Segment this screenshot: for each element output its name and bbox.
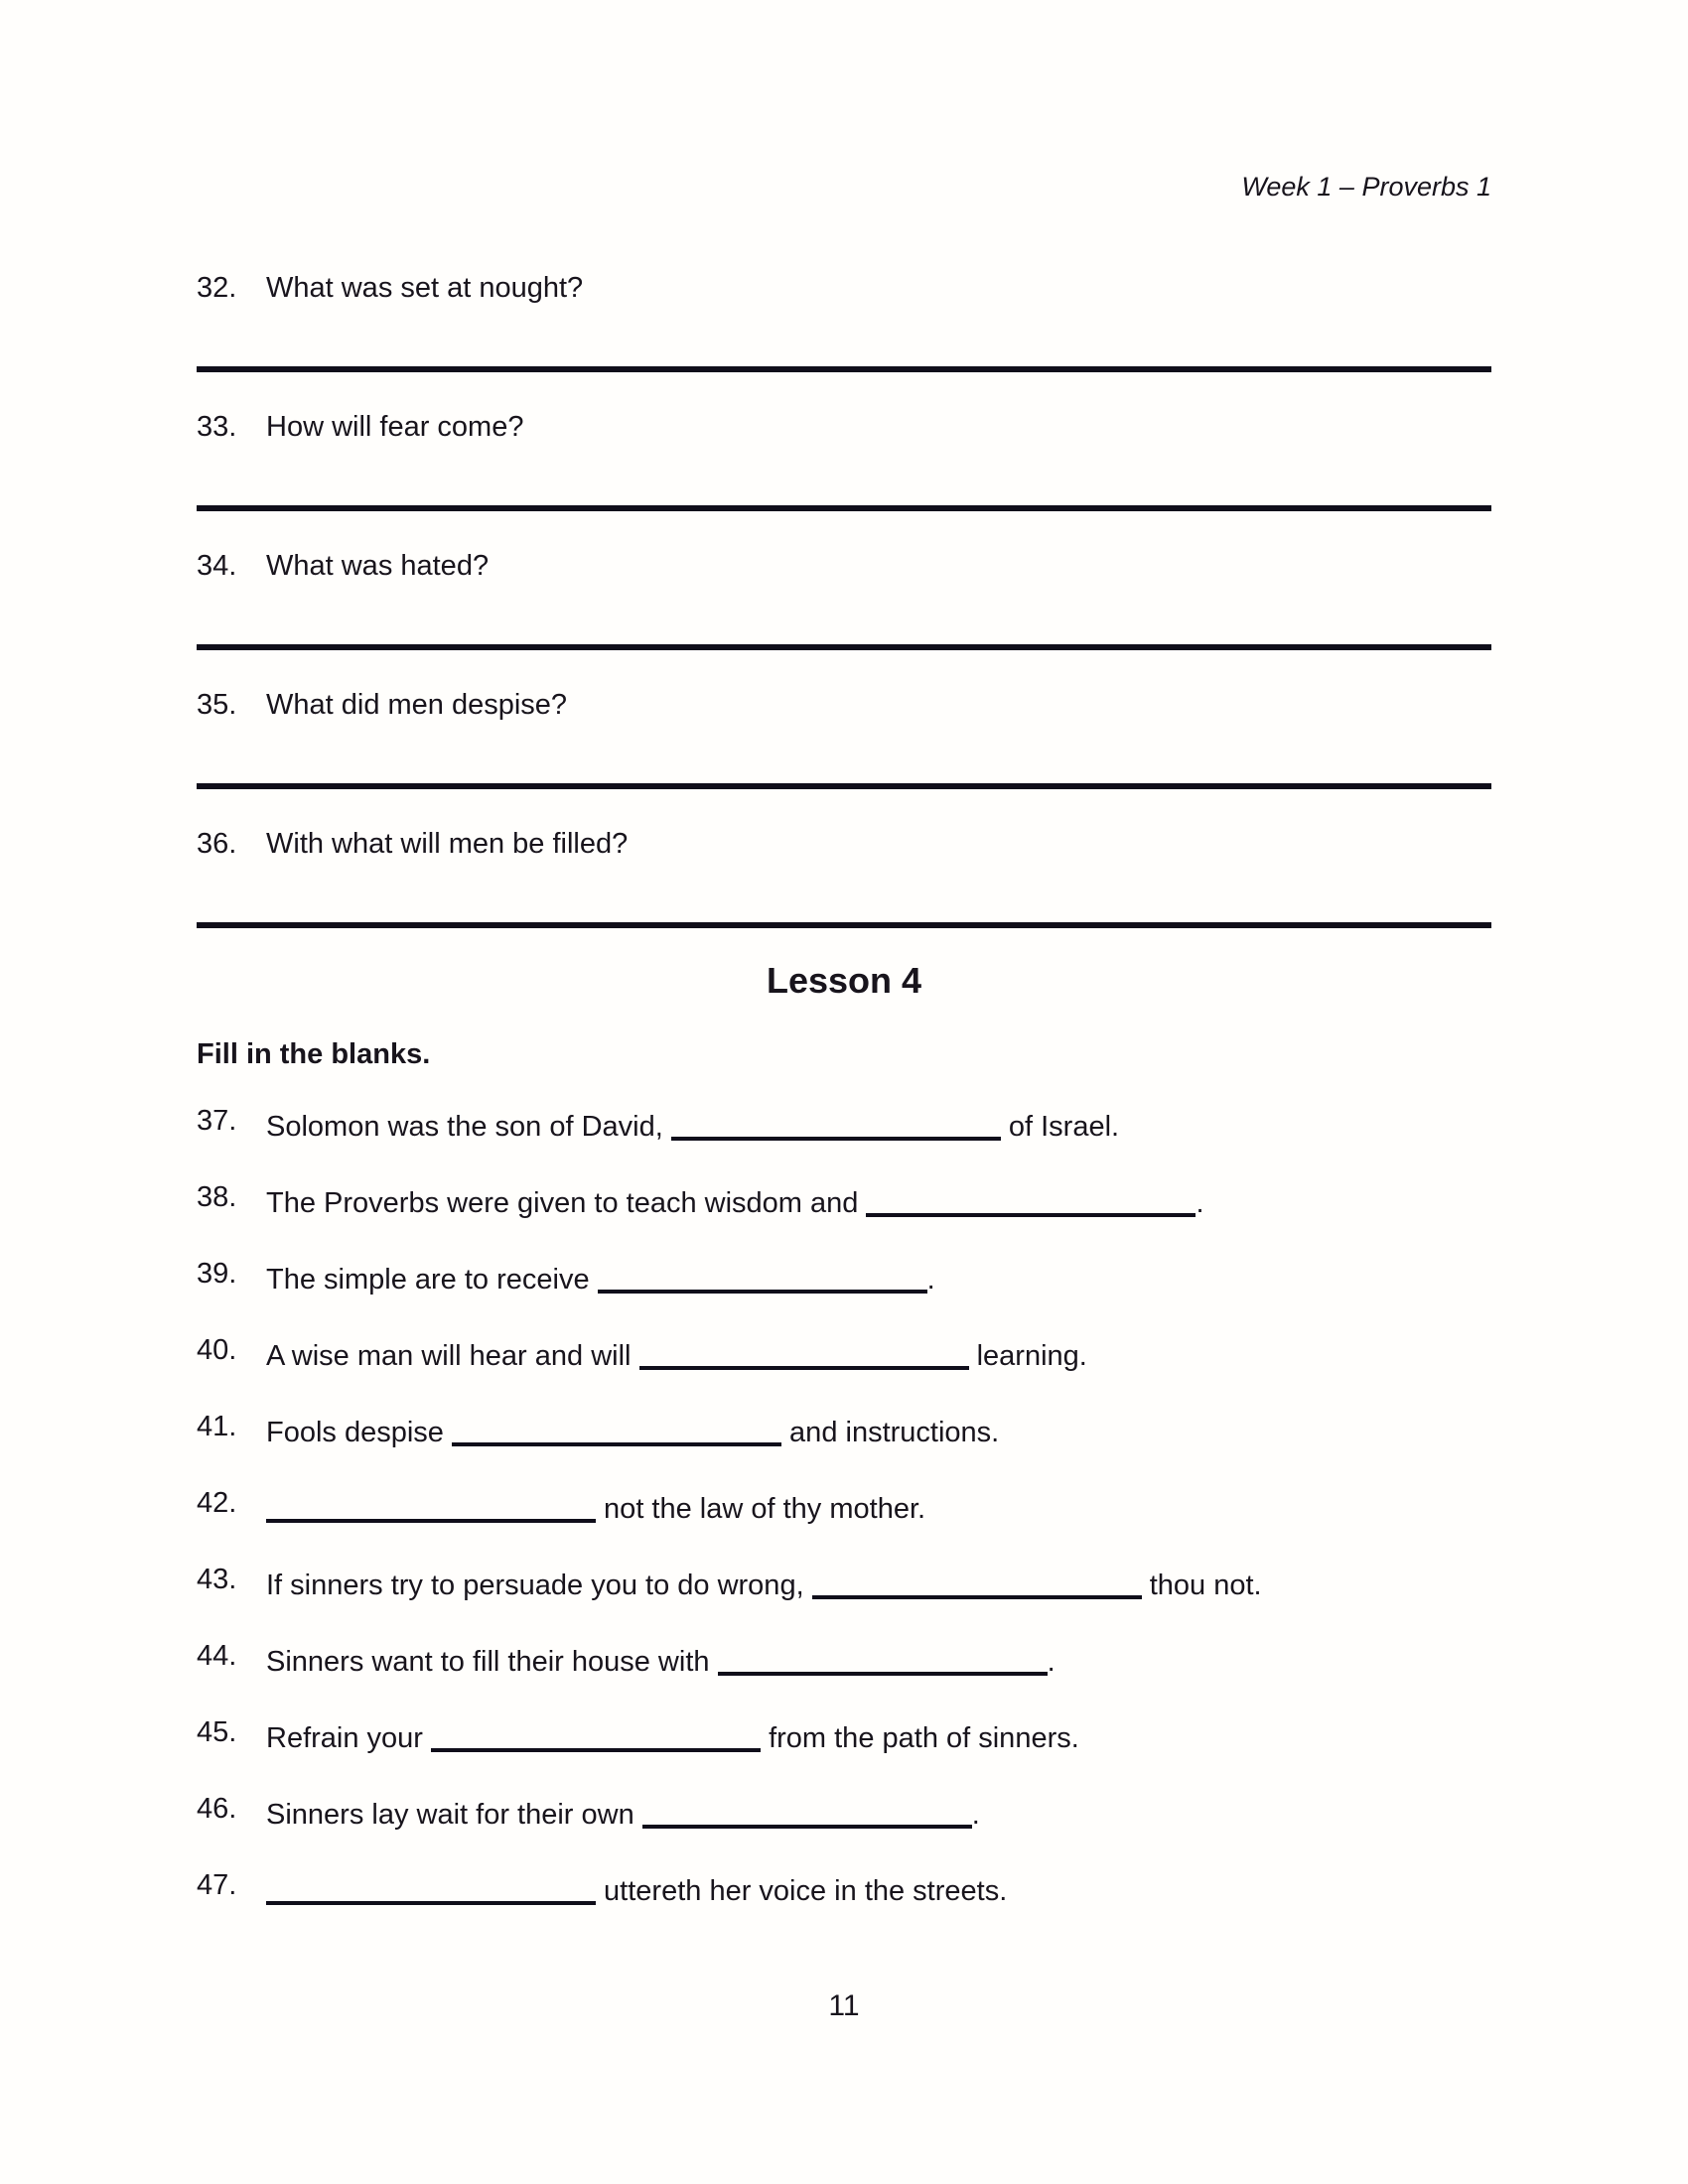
answer-blank [812,1567,1142,1599]
question-row [197,826,1491,862]
fill-item-text [266,1179,1491,1221]
fill-item-number: 41. [197,1411,237,1442]
question-row [197,687,1491,723]
fill-before-text: Sinners want to fill their house with [266,1646,718,1678]
answer-blank [866,1184,1196,1217]
page-header: Week 1 – Proverbs 1 [1241,172,1491,202]
fill-before-text: If sinners try to persuade you to do wrong, [266,1570,812,1601]
lesson-heading: Lesson 4 [766,960,922,1001]
question-number: 34. [197,550,237,582]
fill-item [197,1867,1491,1909]
question-number: 35. [197,689,237,721]
question-number: 36. [197,828,237,860]
page-number: 11 [828,1989,860,2022]
answer-blank [266,1490,596,1523]
answer-blank [718,1643,1048,1676]
answer-line [197,505,1491,511]
fill-after-text: . [971,1799,980,1831]
fill-before-text: The simple are to receive [266,1264,598,1296]
question-text: What was set at nought? [266,272,584,304]
fill-item-number: 38. [197,1181,237,1213]
fill-item-text [266,1638,1491,1680]
fill-before-text: Sinners lay wait for their own [266,1799,642,1831]
fill-instruction: Fill in the blanks. [197,1038,431,1070]
fill-item [197,1714,1491,1756]
answer-blank [671,1108,1001,1141]
fill-item [197,1179,1491,1221]
fill-after-text: and instructions. [781,1417,1000,1448]
fill-item [197,1256,1491,1297]
answer-blank [452,1414,781,1446]
fill-item-text [266,1867,1491,1909]
fill-item-text [266,1791,1491,1833]
fill-item-text [266,1562,1491,1603]
fill-after-text: from the path of sinners. [761,1722,1079,1754]
fill-after-text: uttereth her voice in the streets. [596,1875,1008,1907]
answer-line [197,922,1491,928]
answer-line [197,783,1491,789]
fill-item-number: 40. [197,1334,237,1366]
fill-before-text: Fools despise [266,1417,452,1448]
fill-after-text: not the law of thy mother. [596,1493,926,1525]
fill-item-number: 37. [197,1105,237,1137]
fill-item [197,1332,1491,1374]
fill-before-text: The Proverbs were given to teach wisdom and [266,1187,867,1219]
page-content [197,0,1491,2024]
question-row [197,548,1491,584]
fill-item [197,1485,1491,1527]
answer-line [197,366,1491,372]
fill-item [197,1409,1491,1450]
fill-item [197,1103,1491,1145]
fill-item-text [266,1485,1491,1527]
fill-item-text [266,1332,1491,1374]
answer-blank [431,1719,761,1752]
fill-item [197,1562,1491,1603]
fill-before-text: Refrain your [266,1722,432,1754]
fill-before-text: A wise man will hear and will [266,1340,639,1372]
question-number: 32. [197,272,237,304]
answer-line [197,644,1491,650]
fill-item-number: 44. [197,1640,237,1672]
fill-item-text [266,1103,1491,1145]
question-text: What did men despise? [266,689,568,721]
question-number: 33. [197,411,237,443]
fill-after-text: . [1047,1646,1055,1678]
fill-item-number: 45. [197,1716,237,1748]
answer-blank [639,1337,969,1370]
answer-blank [598,1261,927,1294]
fill-item [197,1638,1491,1680]
fill-item-number: 47. [197,1869,237,1901]
question-text: With what will men be filled? [266,828,629,860]
fill-after-text: thou not. [1141,1570,1262,1601]
fill-in-list [197,1103,1491,1909]
fill-item-number: 46. [197,1793,237,1825]
fill-item-number: 39. [197,1258,237,1290]
question-row [197,270,1491,306]
question-row [197,409,1491,445]
answer-blank [266,1872,596,1905]
fill-before-text: Solomon was the son of David, [266,1111,671,1143]
fill-after-text: . [1196,1187,1204,1219]
fill-after-text: learning. [968,1340,1087,1372]
fill-item-number: 43. [197,1564,237,1595]
question-text: What was hated? [266,550,490,582]
fill-item [197,1791,1491,1833]
fill-after-text: of Israel. [1000,1111,1120,1143]
question-text: How will fear come? [266,411,524,443]
fill-item-text [266,1409,1491,1450]
fill-after-text: . [926,1264,935,1296]
fill-item-text [266,1256,1491,1297]
answer-blank [642,1796,972,1829]
fill-item-number: 42. [197,1487,237,1519]
fill-item-text [266,1714,1491,1756]
